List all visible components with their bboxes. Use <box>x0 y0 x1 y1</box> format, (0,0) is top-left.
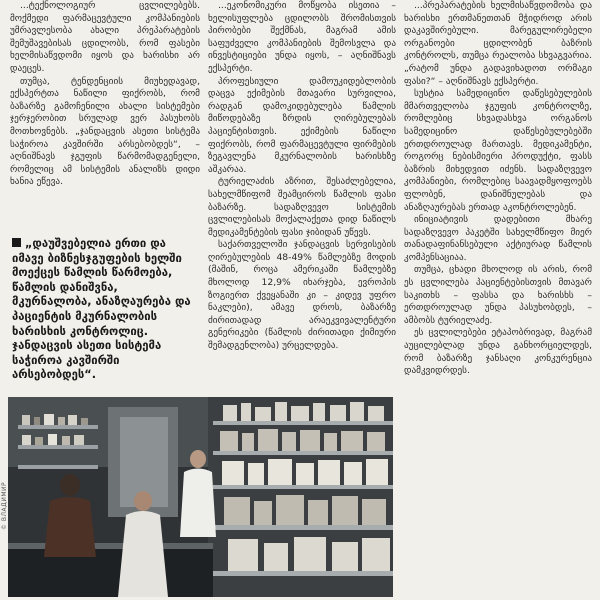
right-paragraph-2: სუსტია სამედიცინო დაწესებულების მმართველობა ჯგუფის კონტროლზე, რომლებიც სხვადასხვა ორგანოს სამედიცინო დაწესებულებებში ერთდროულად მართავს. მედიკამენტი, როგორც ნებისმიერი პროდუქტი, ფასს ბაზრის მიხედვით იძენს. სადაზღვევო კომპანიები, რომლებიც საავადმყოფოებს ფლობენ, დანიშნულებას და ანაზღაურებას ერთად აკონტროლებენ. <box>404 88 592 213</box>
pull-quote-text: „დაუშვებელია ერთი და იმავე ბიზნესჯგუფების ხელში მოექცეს წამლის წარმოება, წამლის დანიშვნა, მკურნალობა, ანაზღაურება და პაციენტის მკურნალობის ხარისხის კონტროლიც. ჯანდაცვის ასეთი სისტემა საჭიროა კავშირში არსებობდეს“. <box>12 237 191 382</box>
middle-paragraph-1: ...ეკონომიკური მოწყობა ისეთია – ხელისუფლება ცდილობს შრომისთვის პირობები შექმნას, მაგრამ ამის საფუძველი კომპანიების შემოსვლა და ინვესტიციები უნდა იყოს, – აღნიშნავს ექსპერტი. <box>208 0 396 74</box>
photo-credit: © ВЛАДИМИР <box>1 481 8 530</box>
left-paragraph-1: ...ტექნოლოგიურ ცვლილებებს. მოქმედი ფარმაცევტული კომპანიების უმრავლესობა ახალი პრეპარატების შემუშავებისას ცდილობს, რომ ფასები ხელმისაწვდომი იყოს და ხარისხი არ დაეცეს. <box>10 0 200 74</box>
left-column <box>10 0 200 232</box>
right-paragraph-3: ინიციატივის დადებითი მხარე სადაზღვევო პაკეტში სახელმწიფო მიერ თანადაფინანსებული აქტიურად წამლის კომპენსაციაა. <box>404 214 592 263</box>
right-paragraph-1: ...პრეპარატების ხელმისაწვდომობა და ხარისხი ერთმანეთთან მჭიდროდ არის დაკავშირებული. მარეგულირებელი ორგანოები ცდილობენ ბაზრის კონტროლს, თუმცა რეალობა სხვაგვარია. „რატომ უნდა გადავიხადოთ ორმაგი ფასი?“ – აღნიშნავს ექსპერტი. <box>404 0 592 87</box>
right-paragraph-5: ეს ცვლილებები ეტაპობრივად, მაგრამ აუცილებლად უნდა განხორციელდეს, რომ ბაზარზე ჯანსაღი კონკურენცია დამკვიდრდეს. <box>404 327 592 377</box>
middle-paragraph-4: საქართველოში ჯანდაცვის სერვისების ღირებულების 48-49% წამლებზე მოდის (მაშინ, როცა ამერიკაში წამლებზე მხოლოდ 12,9% იხარჯება, ევროპის ზოგიერთ ქვეყანაში კი – კიდევ უფრო ნაკლები), ამავე დროს, ბაზარზე ძირითადად არაეკვივალენტური გენერიკები (წამლის ძირითადი ქიმიური შემადგენლობა) ურცელდება. <box>208 239 396 352</box>
pharmacy-interior-illustration <box>8 397 393 597</box>
pharmacy-photo <box>8 397 393 597</box>
pull-quote <box>12 237 198 383</box>
middle-paragraph-2: პროფესიული დამოუკიდებლობის დაცვა ექიმების მთავარი სურვილია, რადგან დამოკიდებულება წამლის მიწოდებაზე ზრდის ღირებულებას პაციენტისთვის. ექიმების ნაწილი ფიქრობს, რომ ფარმაცევტული ფირმების ზეგავლენა მკურნალობის ხარისხზე აშკარაა. <box>208 75 396 175</box>
middle-paragraph-3: ტურიელაძის აზრით, შესაძლებელია, სახელმწიფომ შეამციროს წამლის ფასი ბაზარზე. სადაზღვევო სისტემის ცვლილებისას მოქალაქეთა დიდ ნაწილს მედიკამენტების ფასი ჯიბიდან უწევს. <box>208 176 396 238</box>
left-paragraph-2: თუმცა, ტენდენციის მიუხედავად, ექსპერტთა ნაწილი ფიქრობს, რომ ბაზარზე გამოჩენილი ახალი სისტემები ჯერჯერობით სრულად ვერ პასუხობს მოთხოვნებს. „ჯანდაცვის ასეთი სისტემა საჭიროა კავშირში არსებობდეს“, – აღნიშნავს ჯგუფის წარმომადგენელი, რომელიც ამ სისტემის ანალიზს დიდი ხანია ეწევა. <box>10 75 200 188</box>
right-paragraph-4: თუმცა, ცხადი მხოლოდ ის არის, რომ ეს ცვლილება პაციენტებისთვის მთავარ საკითხს – ფასსა და ხარისხს – ერთდროულად უნდა პასუხობდეს, – ამბობს ტურიელაძე. <box>404 264 592 326</box>
middle-column <box>208 0 396 395</box>
square-bullet-icon <box>12 238 21 247</box>
right-column <box>404 0 592 600</box>
